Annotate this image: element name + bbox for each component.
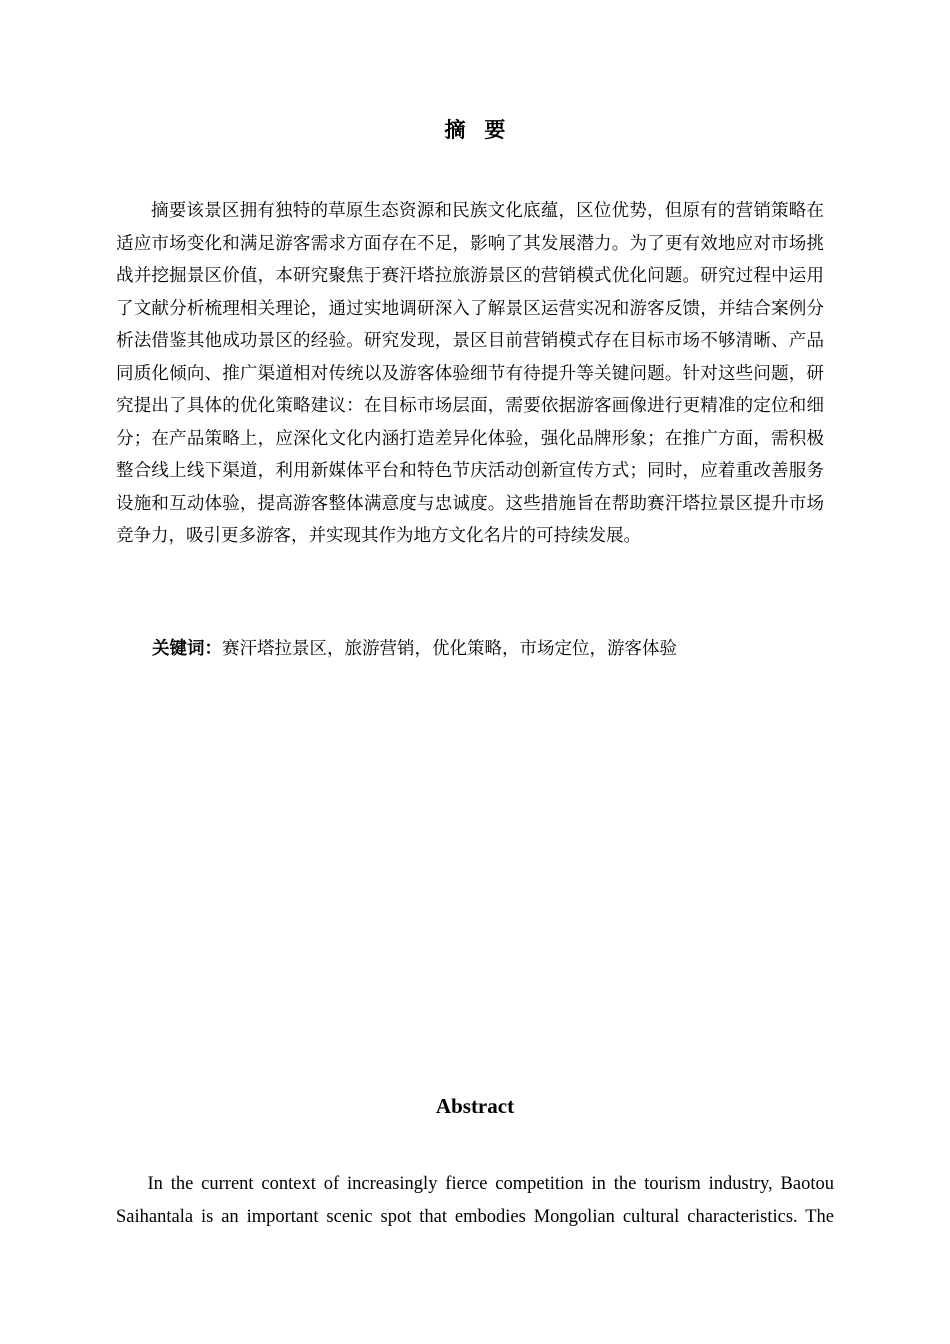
chinese-abstract-body: 摘要该景区拥有独特的草原生态资源和民族文化底蕴，区位优势，但原有的营销策略在适应市场变化和满足游客需求方面存在不足，影响了其发展潜力。为了更有效地应对市场挑战并挖掘景区价值，本研究聚焦于赛汗塔拉旅游景区的营销模式优化问题。研究过程中运用了文献分析梳理相关理论，通过实地调研深入了解景区运营实况和游客反馈，并结合案例分析法借鉴其他成功景区的经验。研究发现，景区目前营销模式存在目标市场不够清晰、产品同质化倾向、推广渠道相对传统以及游客体验细节有待提升等关键问题。针对这些问题，研究提出了具体的优化策略建议：在目标市场层面，需要依据游客画像进行更精准的定位和细分；在产品策略上，应深化文化内涵打造差异化体验，强化品牌形象；在推广方面，需积极整合线上线下渠道，利用新媒体平台和特色节庆活动创新宣传方式；同时，应着重改善服务设施和互动体验，提高游客整体满意度与忠诚度。这些措施旨在帮助赛汗塔拉景区提升市场竞争力，吸引更多游客，并实现其作为地方文化名片的可持续发展。 [116,201,824,546]
english-abstract-title: Abstract [435,1094,515,1118]
english-abstract-body: In the current context of increasingly fierce competition in the tourism industry, Baotou Saihantala is an important scenic spot that embodies Mongolian cultural characteristics. The [116,1174,834,1227]
chinese-keywords [152,633,832,665]
chinese-abstract-title: 摘要 [444,118,525,142]
keywords-label: 关键词： [152,639,222,659]
keywords-list: 赛汗塔拉景区，旅游营销，优化策略，市场定位，游客体验 [222,639,677,659]
